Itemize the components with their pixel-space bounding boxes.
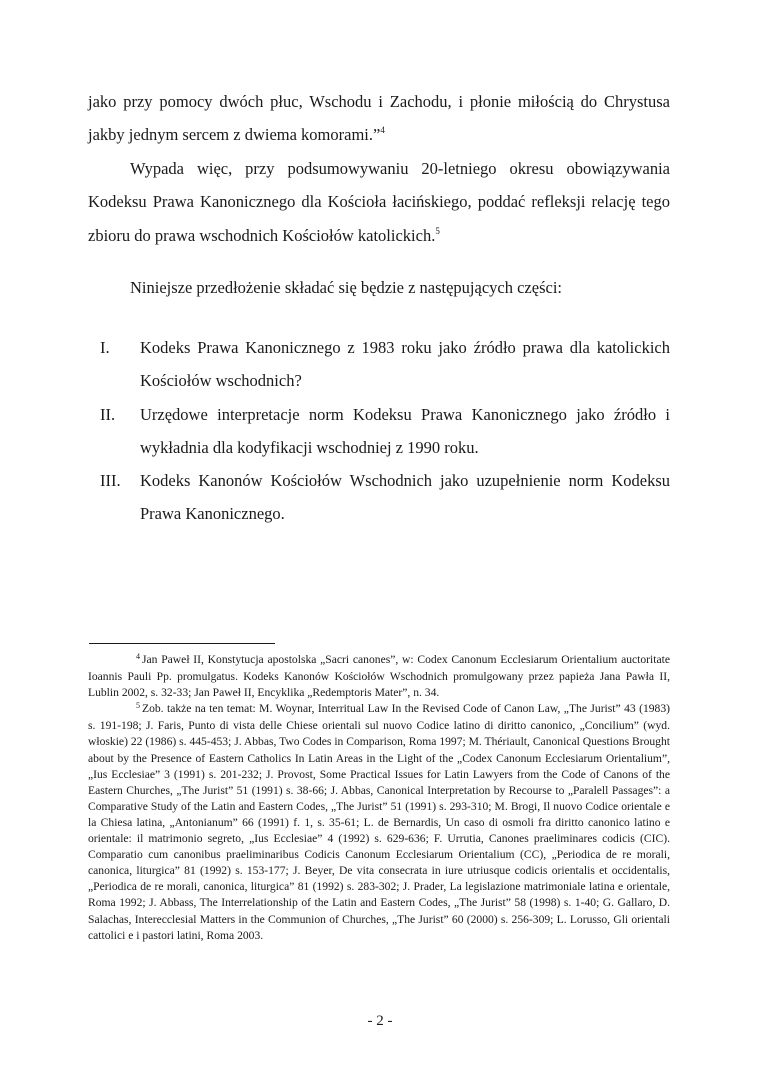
outline-item-number: II. [100, 404, 116, 424]
summary-text: Wypada więc, przy podsumowywaniu 20-letniego okresu obowiązywania Kodeksu Prawa Kanonicznego dla Kościoła łacińskiego, poddać refleksji relację tego zbioru do prawa wschodnich Kościołów katolickich. [88, 159, 670, 245]
continuation-text: jako przy pomocy dwóch płuc, Wschodu i Zachodu, i płonie miłością do Chrystusa jakby jednym sercem z dwiema komorami.” [88, 92, 670, 145]
footnote-4 [88, 652, 670, 701]
footnote-number: 4 [136, 652, 140, 661]
outline-item-number: I. [100, 338, 110, 357]
outline-item-number: III. [100, 471, 121, 491]
outline-item-text: Urzędowe interpretacje norm Kodeksu Prawa Kanonicznego jako źródło i wykładnia dla kodyfikacji wschodniej z 1990 roku. [140, 404, 670, 457]
footnote-text: Zob. także na ten temat: M. Woynar, Interritual Law In the Revised Code of Canon Law, „The Jurist” 43 (1983) s. 191-198; J. Faris, Punto di vista delle Chiese orientali sul nuovo Codice latino di diritto canonico, „Concilium” (wyd. włoskie) 22 (1986) s. 445-453; J. Abbas, Two Codes in Comparison, Roma 1997; M. Thériault, Canonical Questions Brought about by the Presence of Eastern Catholics In Latin Areas in the Light of the „Codex Canonum Ecclesiarum Orientalium”, „Ius Ecclesiae” 3 (1991) s. 201-232; J. Provost, Some Practical Issues for Latin Lawyers from the Code of Canons of the Eastern Churches, „The Jurist” 51 (1991) s. 38-66; J. Abbas, Canonical Interpretation by Recourse to „Paralell Passages”: a Comparative Study of the Latin and Eastern Codes, „The Jurist” 51 (1991) s. 293-310; M. Brogi, Il nuovo Codice orientale e la Chiesa latina, „Antonianum” 66 (1991) f. 1, s. 35-61; L. de Bernardis, Un caso di osmoli fra diritto canonico latino e orientale: il matrimonio segreto, „Ius Ecclesiae” 4 (1992) s. 629-636; F. Urrutia, Canones praeliminares codicis (CIC). Comparatio cum canonibus praeliminaribus Codicis Canonum Ecclesiarum Orientalium (CC), „Periodica de re morali, canonica, liturgica” 81 (1992) s. 153-177; J. Beyer, De vita consecrata in iure utriusque codicis orientalis et occidentalis, „Periodica de re morali, canonica, liturgica” 81 (1992) s. 283-302; J. Prader, La legislazione matrimoniale latina e orientale, Roma 1992; J. Abbass, The Interrelationship of the Latin and Eastern Codes, „The Jurist” 58 (1998) s. 1-40; G. Gallaro, D. Salachas, Interecclesial Matters in the Communion of Churches, „The Jurist” 60 (2000) s. 256-309; L. Lorusso, Gli orientali cattolici e i pastori latini, Roma 2003. [88, 702, 670, 942]
outline-list [100, 331, 670, 531]
footnote-text: Jan Paweł II, Konstytucja apostolska „Sacri canones”, w: Codex Canonum Ecclesiarum Orientalium auctoritate Ioannis Pauli Pp. promulgatus. Kodeks Kanonów Kościołów Wschodnich promulgowany przez papieża Jana Pawła II, Lublin 2002, s. 32-33; Jan Paweł II, Encyklika „Redemptoris Mater”, n. 34. [88, 653, 670, 700]
outline-intro-text: Niniejsze przedłożenie składać się będzie z następujących części: [130, 278, 562, 297]
continuation-paragraph [88, 85, 670, 155]
outline-item-text: Kodeks Kanonów Kościołów Wschodnich jako uzupełnienie norm Kodeksu Prawa Kanonicznego. [140, 471, 670, 524]
outline-item-3 [100, 464, 670, 531]
summary-paragraph [88, 152, 670, 255]
footnote-ref-5[interactable]: 5 [435, 225, 440, 236]
footnote-ref-4[interactable]: 4 [380, 125, 385, 136]
page-number: - 2 - [367, 1013, 393, 1029]
outline-item-text: Kodeks Prawa Kanonicznego z 1983 roku jako źródło prawa dla katolickich Kościołów wschodnich? [140, 338, 670, 391]
footnote-5 [88, 701, 670, 943]
footnotes [88, 652, 670, 944]
outline-item-1 [100, 331, 670, 398]
outline-item-2 [100, 398, 670, 465]
footnote-separator [89, 643, 275, 644]
outline-intro [130, 271, 670, 304]
footnote-number: 5 [136, 701, 140, 711]
